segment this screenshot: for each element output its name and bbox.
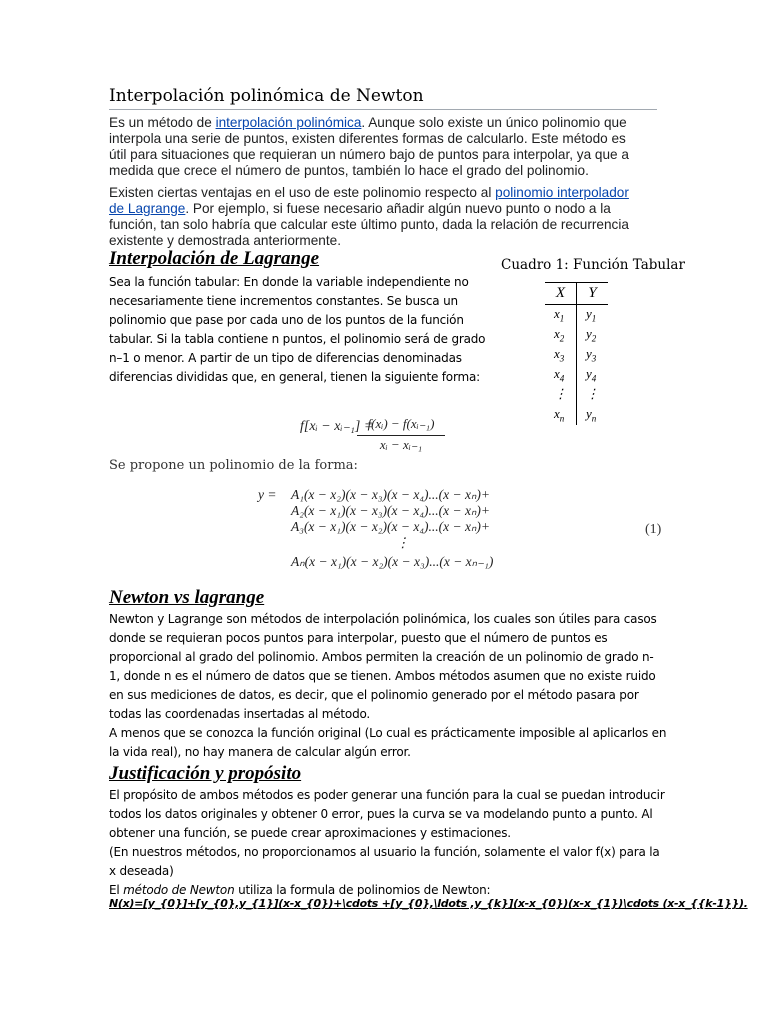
lagrange-paragraph <box>109 273 485 387</box>
text-line: la vida real), no hay manera de calcular algún error. <box>109 745 411 759</box>
p2-line: función, tan solo habría que calcular este último punto, dada la relación de recurrencia <box>109 217 629 232</box>
propone-text: Se propone un polinomio de la forma: <box>109 458 358 473</box>
p1-line: medida que crece el número de puntos, también lo hace el grado del polinomio. <box>109 163 589 178</box>
text-line: x deseada) <box>109 864 174 878</box>
system-row: A₁(x − x₂)(x − x₃)(x − x₄)...(x − xₙ)+ <box>291 487 490 502</box>
newton-vs-paragraph <box>109 610 666 762</box>
table-header-y: Y <box>588 285 597 301</box>
text-line: proporcional al grado del polinomio. Ambos permiten la creación de un polinomio de grado n- <box>109 650 654 664</box>
article-title: Interpolación polinómica de Newton <box>109 86 657 110</box>
divided-difference-lhs: f[xᵢ − xᵢ₋₁] = <box>300 419 374 434</box>
text-line: 1, donde n es el número de datos que se tienen. Ambos métodos asumen que no existe ruido <box>109 669 656 683</box>
text-line: obtener una función, se puede crear aproximaciones y estimaciones. <box>109 826 511 840</box>
table-row: $x_3$ $y_3$ <box>545 345 608 365</box>
system-vdots: ⋮ <box>396 535 410 550</box>
text-line: todas las coordenadas insertadas al método. <box>109 707 371 721</box>
heading-justificacion: Justificación y propósito <box>109 763 302 784</box>
text-line: (En nuestros métodos, no proporcionamos al usuario la función, solamente el valor f(x) para la <box>109 845 660 859</box>
text-line: donde se requieran pocos puntos para interpolar, puesto que el número de puntos es <box>109 631 608 645</box>
p2-text: Existen ciertas ventajas en el uso de este polinomio respecto al <box>109 185 496 200</box>
system-row: A₃(x − x₁)(x − x₂)(x − x₄)...(x − xₙ)+ <box>291 519 490 534</box>
text-line: El propósito de ambos métodos es poder generar una función para la cual se puedan introducir <box>109 788 665 802</box>
heading-newton-vs-lagrange: Newton vs lagrange <box>109 587 265 608</box>
table-row: $x_4$ $y_4$ <box>545 365 608 385</box>
table-row: $x_1$ $y_1$ <box>545 305 608 326</box>
table-row: $x_2$ $y_2$ <box>545 325 608 345</box>
heading-lagrange: Interpolación de Lagrange <box>109 248 320 269</box>
system-row: A₂(x − x₁)(x − x₃)(x − x₄)...(x − xₙ)+ <box>291 503 490 518</box>
link-polinomio-interpolador[interactable]: polinomio interpolador <box>495 185 629 200</box>
p2-line: existente y demostrada anteriormente. <box>109 233 341 248</box>
formula-denominator: xᵢ − xᵢ₋₁ <box>379 437 423 452</box>
emphasis-metodo-newton: método de Newton <box>123 883 235 897</box>
table-row: $x_n$ $y_n$ <box>545 405 608 425</box>
p1-line: útil para situaciones que requieran un número bajo de puntos para interpolar, ya que a <box>109 147 629 162</box>
equation-number: (1) <box>645 522 662 537</box>
p1-text: . Aunque solo existe un único polinomio que <box>361 115 627 130</box>
system-lhs: y = <box>258 487 277 502</box>
table-header-x: X <box>545 283 577 305</box>
fraction-bar <box>357 435 445 436</box>
text-line: necesariamente tiene incrementos constantes. Se busca un <box>109 294 458 308</box>
text-line: en sus mediciones de datos, es decir, que el polinomio generado por el método pasara por <box>109 688 639 702</box>
formula-numerator: f(xᵢ) − f(xᵢ₋₁) <box>367 416 435 431</box>
table-row: ⋮ ⋮ <box>545 385 608 405</box>
wiki-paragraph-2 <box>109 185 661 249</box>
tabular-function-table <box>545 282 625 424</box>
p1-line: interpola una serie de puntos, existen diferentes formas de calcularlo. Este método es <box>109 131 626 146</box>
p1-text: Es un método de <box>109 115 216 130</box>
text-line: A menos que se conozca la función original (Lo cual es prácticamente imposible al aplicarlos en <box>109 726 667 740</box>
p2-text: . Por ejemplo, si fuese necesario añadir algún nuevo punto o nodo a la <box>185 201 611 216</box>
system-row: Aₙ(x − x₁)(x − x₂)(x − x₃)...(x − xₙ₋₁) <box>291 554 494 569</box>
text-line: El método de Newton utiliza la formula de polinomios de Newton: <box>109 883 491 897</box>
justificacion-paragraph <box>109 786 665 900</box>
link-de-lagrange[interactable]: de Lagrange <box>109 201 186 216</box>
link-interpolacion-polinomica[interactable]: interpolación polinómica <box>215 115 362 130</box>
wiki-paragraph-1 <box>109 115 661 179</box>
table-caption: Cuadro 1: Función Tabular <box>501 257 685 273</box>
text-line: Sea la función tabular: En donde la variable independiente no <box>109 275 469 289</box>
text-line: todos los datos originales y obtener 0 error, pues la curva se va modelando punto a punto. Al <box>109 807 653 821</box>
text-line: diferencias divididas que, en general, tienen la siguiente forma: <box>109 370 480 384</box>
text-line: Newton y Lagrange son métodos de interpolación polinómica, los cuales son útiles para casos <box>109 612 657 626</box>
newton-formula-code: N(x)=[y_{0}]+[y_{0},y_{1}](x-x_{0})+\cdots +[y_{0},\ldots ,y_{k}](x-x_{0})(x-x_{1})\cdots (x-x_{{k-1}}). <box>109 897 748 910</box>
text-line: tabular. Si la tabla contiene n puntos, el polinomio será de grado <box>109 332 486 346</box>
text-line: polinomio que pase por cada uno de los puntos de la función <box>109 313 464 327</box>
text-line: n–1 o menor. A partir de un tipo de diferencias denominadas <box>109 351 462 365</box>
